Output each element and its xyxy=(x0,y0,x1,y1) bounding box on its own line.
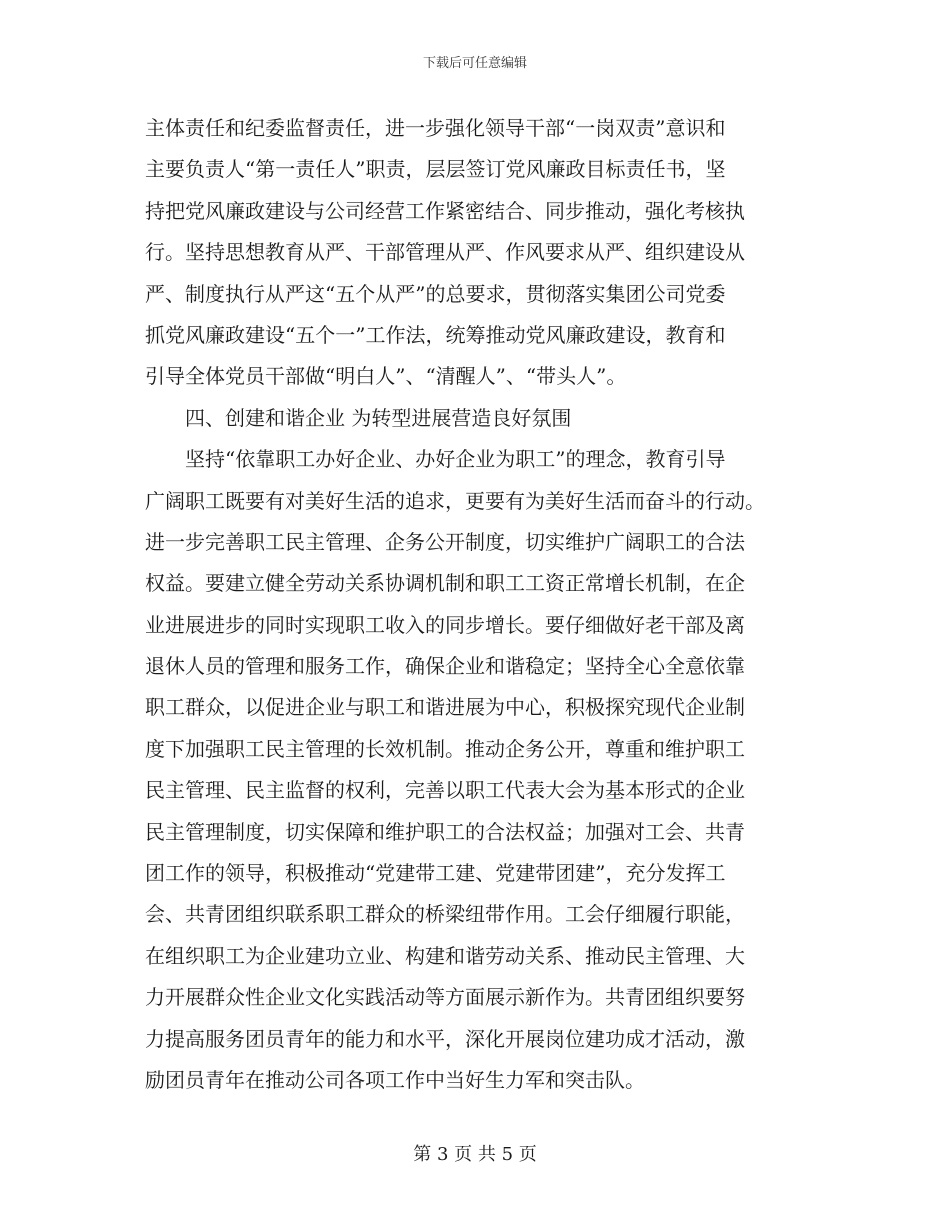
text-line: 职工群众，以促进企业与职工和谐进展为中心，积极探究现代企业制 xyxy=(145,695,745,720)
text-line: 在组织职工为企业建功立业、构建和谐劳动关系、推动民主管理、大 xyxy=(145,943,745,968)
text-line: 持把党风廉政建设与公司经营工作紧密结合、同步推动，强化考核执 xyxy=(145,198,745,223)
text-line: 团工作的领导，积极推动“党建带工建、党建带团建”，充分发挥工 xyxy=(145,861,726,886)
text-line: 主要负责人“第一责任人”职责，层层签订党风廉政目标责任书，坚 xyxy=(145,157,726,182)
text-line: 度下加强职工民主管理的长效机制。推动企务公开，尊重和维护职工 xyxy=(145,736,745,761)
text-line: 力开展群众性企业文化实践活动等方面展示新作为。共青团组织要努 xyxy=(145,985,745,1010)
text-line: 民主管理、民主监督的权利，完善以职工代表大会为基本形式的企业 xyxy=(145,778,745,803)
text-line: 广阔职工既要有对美好生活的追求，更要有为美好生活而奋斗的行动。 xyxy=(145,488,765,513)
text-line: 抓党风廉政建设“五个一”工作法，统筹推动党风廉政建设，教育和 xyxy=(145,322,726,347)
text-line: 励团员青年在推动公司各项工作中当好生力军和突击队。 xyxy=(145,1067,645,1092)
text-line: 退休人员的管理和服务工作，确保企业和谐稳定；坚持全心全意依靠 xyxy=(145,654,745,679)
text-line: 力提高服务团员青年的能力和水平，深化开展岗位建功成才活动，激 xyxy=(145,1026,745,1051)
document-body xyxy=(145,108,805,1101)
section-heading: 四、创建和谐企业 为转型进展营造良好氛围 xyxy=(185,405,572,430)
page-header: 下载后可任意编辑 xyxy=(422,56,527,71)
text-line: 业进展进步的同时实现职工收入的同步增长。要仔细做好老干部及离 xyxy=(145,612,745,637)
page-number-footer: 第 3 页 共 5 页 xyxy=(413,1144,537,1165)
text-line: 进一步完善职工民主管理、企务公开制度，切实维护广阔职工的合法 xyxy=(145,529,745,554)
text-line: 严、制度执行从严这“五个从严”的总要求，贯彻落实集团公司党委 xyxy=(145,281,726,306)
text-line: 会、共青团组织联系职工群众的桥梁纽带作用。工会仔细履行职能， xyxy=(145,902,745,927)
text-line: 引导全体党员干部做“明白人”、“清醒人”、“带头人”。 xyxy=(145,364,627,389)
text-line: 民主管理制度，切实保障和维护职工的合法权益；加强对工会、共青 xyxy=(145,819,745,844)
text-line: 权益。要建立健全劳动关系协调机制和职工工资正常增长机制，在企 xyxy=(145,571,745,596)
text-line: 坚持“依靠职工办好企业、办好企业为职工”的理念，教育引导 xyxy=(185,447,726,472)
text-line: 行。坚持思想教育从严、干部管理从严、作风要求从严、组织建设从 xyxy=(145,240,745,265)
text-line: 主体责任和纪委监督责任，进一步强化领导干部“一岗双责”意识和 xyxy=(145,116,726,140)
